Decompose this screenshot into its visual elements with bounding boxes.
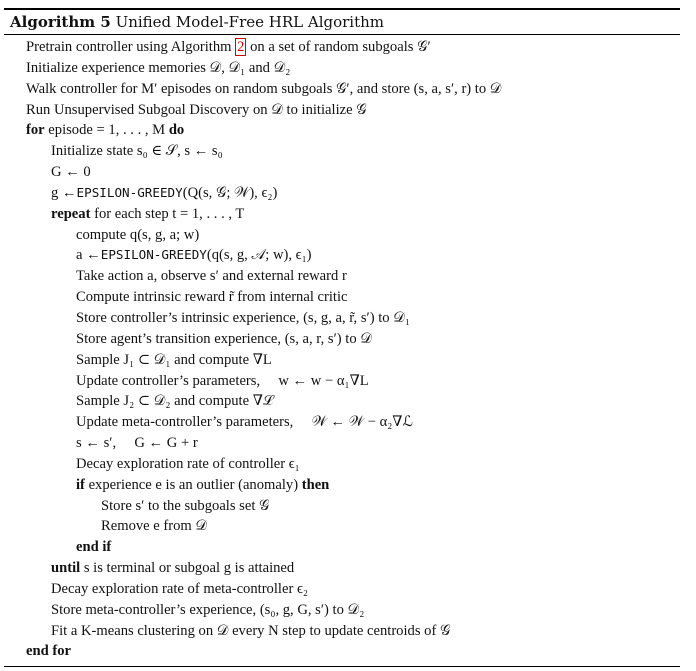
algo-line-5 xyxy=(4,120,680,141)
bottom-rule xyxy=(4,666,680,667)
keyword-repeat: repeat xyxy=(51,205,91,222)
algo-line-13: Compute intrinsic reward r̃ from internal critic xyxy=(76,289,348,306)
keyword-do: do xyxy=(168,122,185,139)
line-text: s is terminal or subgoal g is attained xyxy=(80,560,295,577)
line-text: experience e is an outlier (anomaly) xyxy=(84,476,302,493)
algo-line-25 xyxy=(4,537,680,558)
algo-line-17: Update controller’s parameters, w ← w − α₁∇L xyxy=(76,372,369,389)
line-text: g ← xyxy=(51,184,77,201)
keyword-for: for xyxy=(26,122,45,139)
algo-line-1 xyxy=(4,37,680,58)
algorithm-body xyxy=(4,35,680,666)
algorithm-title: Unified Model-Free HRL Algorithm xyxy=(115,13,385,31)
keyword-until: until xyxy=(51,560,81,577)
line-text: a ← xyxy=(76,247,101,264)
algo-line-10: compute q(s, g, a; w) xyxy=(76,226,200,243)
keyword-if: if xyxy=(76,476,85,493)
algorithm-block xyxy=(4,8,680,667)
algo-line-24: Remove e from 𝒟 xyxy=(101,518,208,535)
algo-line-27: Decay exploration rate of meta-controller ϵ₂ xyxy=(51,580,308,597)
line-text: episode = 1, . . . , M xyxy=(44,122,169,139)
algo-line-26 xyxy=(4,558,680,579)
line-text: on a set of random subgoals 𝒢′ xyxy=(246,39,431,55)
keyword-then: then xyxy=(301,476,330,493)
algo-line-19: Update meta-controller’s parameters, 𝒲 ← 𝒲 − α₂∇ℒ xyxy=(76,414,414,431)
algo-line-14: Store controller’s intrinsic experience, (s, g, a, r̃, s′) to 𝒟₁ xyxy=(76,309,410,326)
algo-line-15: Store agent’s transition experience, (s, a, r, s′) to 𝒟 xyxy=(76,330,372,347)
keyword-end-for: end for xyxy=(26,643,71,660)
algo-line-4: Run Unsupervised Subgoal Discovery on 𝒟 to initialize 𝒢 xyxy=(26,101,367,118)
function-name: EPSILON-GREEDY xyxy=(100,247,207,263)
algo-line-30 xyxy=(4,641,680,662)
algorithm-reference-link[interactable]: 2 xyxy=(237,39,245,55)
algo-line-29: Fit a K-means clustering on 𝒟 every N step to update centroids of 𝒢 xyxy=(51,622,451,639)
algorithm-label: Algorithm 5 xyxy=(10,13,111,31)
algo-line-23: Store s′ to the subgoals set 𝒢 xyxy=(101,497,270,514)
keyword-end-if: end if xyxy=(76,539,112,556)
line-text: (q(s, g, 𝒜; w), ϵ₁) xyxy=(206,247,312,264)
algo-line-7: G ← 0 xyxy=(51,164,91,181)
algo-line-9 xyxy=(4,204,680,225)
algo-line-2: Initialize experience memories 𝒟, 𝒟₁ and 𝒟₂ xyxy=(26,59,291,76)
algo-line-8 xyxy=(4,183,680,204)
algo-line-22 xyxy=(4,475,680,496)
algorithm-header xyxy=(4,10,680,34)
line-text: for each step t = 1, . . . , T xyxy=(90,205,245,222)
algo-line-12: Take action a, observe s′ and external reward r xyxy=(76,268,347,285)
line-text: (Q(s, 𝒢; 𝒲), ϵ₂) xyxy=(182,184,278,201)
algo-line-28: Store meta-controller’s experience, (s₀, g, G, s′) to 𝒟₂ xyxy=(51,601,365,618)
algo-line-18: Sample J₂ ⊂ 𝒟₂ and compute ∇ℒ xyxy=(76,393,274,410)
algo-line-16: Sample J₁ ⊂ 𝒟₁ and compute ∇L xyxy=(76,351,272,368)
algo-line-3: Walk controller for M′ episodes on random subgoals 𝒢′, and store (s, a, s′, r) to 𝒟 xyxy=(26,80,502,97)
line-text: Pretrain controller using Algorithm xyxy=(26,39,236,55)
algo-line-21: Decay exploration rate of controller ϵ₁ xyxy=(76,455,300,472)
algo-line-20: s ← s′, G ← G + r xyxy=(76,435,198,452)
function-name: EPSILON-GREEDY xyxy=(76,184,183,200)
algo-line-11 xyxy=(4,245,680,266)
algo-line-6: Initialize state s₀ ∈ 𝒮, s ← s₀ xyxy=(51,143,223,160)
